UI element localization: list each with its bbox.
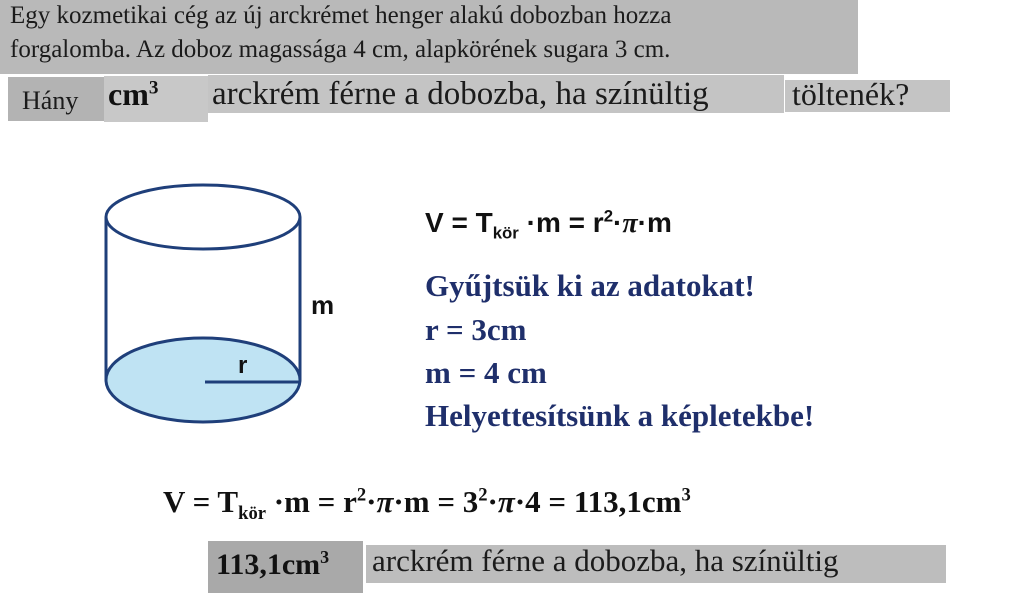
- step-collect: Gyűjtsük ki az adatokat!: [425, 268, 755, 303]
- formula-t-sub: kör: [492, 223, 519, 243]
- cylinder-top: [106, 185, 300, 249]
- formula-eq-2: =: [568, 207, 585, 238]
- cylinder-diagram: [100, 175, 310, 430]
- calc-sub: kör: [238, 503, 266, 525]
- calc-exp-1: 2: [356, 484, 367, 506]
- calc-pi-2: π: [497, 484, 515, 519]
- problem-line-3-mid: arckrém férne a dobozba, ha színültig: [212, 76, 709, 112]
- formula-dot: ·: [613, 207, 623, 238]
- calc-pi-1: π: [376, 484, 394, 519]
- problem-line-3-start: Hány: [22, 86, 79, 115]
- formula-t: T: [475, 207, 493, 238]
- unit-label: [108, 76, 158, 113]
- calc-part-1: ·m = r: [266, 484, 357, 519]
- problem-line-2: forgalomba. Az doboz magassága 4 cm, alapkörének sugara 3 cm.: [10, 36, 671, 63]
- answer-exp: 3: [320, 547, 330, 567]
- formula-v: V: [425, 207, 444, 238]
- formula-pi: π: [622, 208, 638, 239]
- formula-r-exp: 2: [603, 206, 614, 226]
- step-m-value: m = 4 cm: [425, 355, 547, 390]
- calc-part-2: ·: [366, 484, 377, 519]
- height-label: m: [311, 290, 335, 320]
- calc-part-3: ·m = 3: [393, 484, 479, 519]
- calc-exp-3: 3: [681, 484, 691, 506]
- problem-line-3-end: töltenék?: [792, 76, 910, 112]
- answer-value: [216, 548, 329, 582]
- formula-dot-m-2: ·m: [637, 207, 672, 238]
- unit-text: cm: [108, 76, 149, 112]
- problem-line-1: Egy kozmetikai cég az új arckrémet henger alakú dobozban hozza: [10, 2, 672, 29]
- answer-number: 113,1cm: [216, 548, 321, 581]
- step-r-value: r = 3cm: [425, 312, 527, 347]
- unit-exponent: 3: [148, 77, 159, 99]
- calc-lhs: V = T: [163, 484, 239, 519]
- formula-eq: =: [451, 207, 468, 238]
- calc-exp-2: 2: [478, 484, 488, 506]
- step-substitute: Helyettesítsünk a képletekbe!: [425, 398, 815, 433]
- calc-part-4: ·: [487, 484, 498, 519]
- formula-dot-m: ·m: [526, 207, 561, 238]
- formula-r: r: [592, 207, 604, 238]
- radius-label: r: [238, 352, 248, 379]
- volume-formula: [425, 206, 672, 243]
- full-calculation: [163, 484, 691, 525]
- calc-part-5: ·4 = 113,1cm: [514, 484, 682, 519]
- answer-text: arckrém férne a dobozba, ha színültig: [372, 543, 839, 578]
